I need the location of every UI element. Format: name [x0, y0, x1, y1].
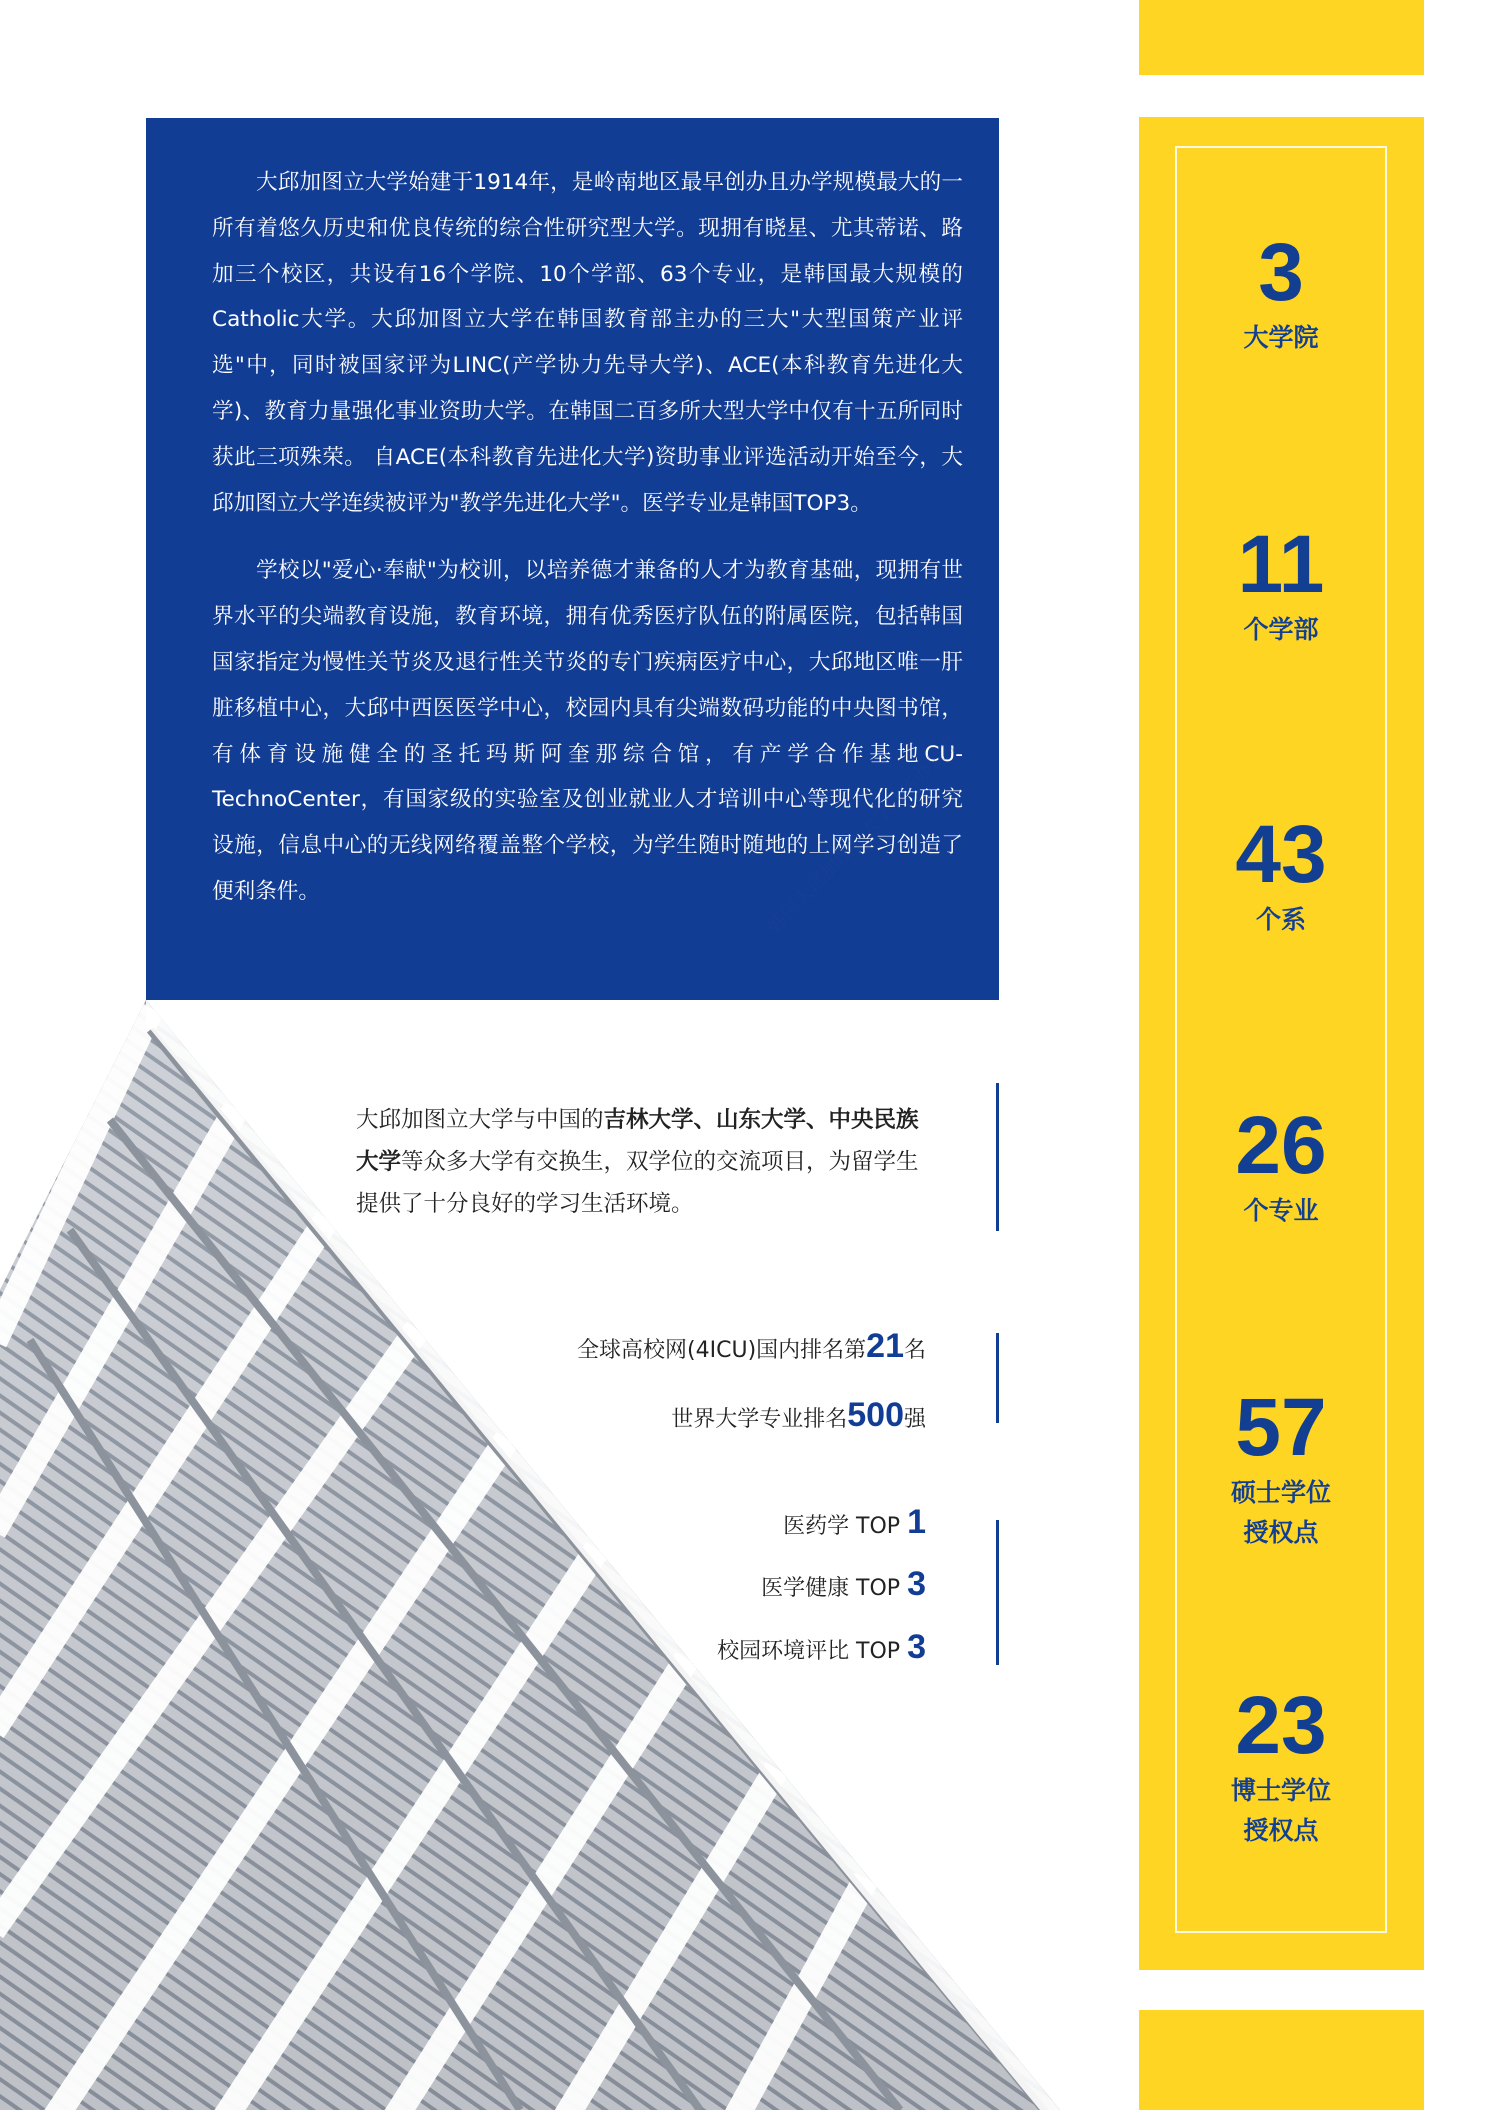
top-value: 3	[907, 1565, 926, 1603]
divider-line	[996, 1083, 999, 1231]
exchange-suffix: 等众多大学有交换生，双学位的交流项目，为留学生提供了十分良好的学习生活环境。	[356, 1149, 919, 1217]
top-campus	[717, 1628, 926, 1667]
stat-number: 26	[1235, 1100, 1327, 1191]
stat-label: 个学部	[1243, 615, 1319, 644]
exchange-partners: 吉林大学、山东大学、中央民族大学	[356, 1107, 919, 1175]
stat-masters	[1175, 1383, 1387, 1553]
ranking-after: 强	[903, 1407, 926, 1432]
stat-number: 11	[1237, 519, 1325, 610]
divider-line	[996, 1520, 999, 1665]
stat-majors	[1175, 1101, 1387, 1231]
yellow-top-band	[1139, 0, 1424, 75]
ranking-world	[671, 1396, 926, 1435]
divider-line	[996, 1333, 999, 1423]
ranking-before: 世界大学专业排名	[671, 1407, 848, 1432]
top-medicine	[783, 1503, 926, 1542]
intro-box	[146, 118, 999, 1000]
stat-doctoral	[1175, 1681, 1387, 1851]
ranking-after: 名	[903, 1338, 926, 1363]
stat-label: 博士学位 授权点	[1230, 1776, 1331, 1845]
stat-colleges	[1175, 228, 1387, 358]
ranking-before: 全球高校网(4ICU)国内排名第	[577, 1338, 867, 1363]
top-value: 3	[907, 1628, 926, 1666]
stats-frame	[1175, 146, 1387, 1933]
stat-number: 23	[1235, 1680, 1327, 1771]
stat-label: 硕士学位 授权点	[1230, 1478, 1331, 1547]
top-value: 1	[907, 1503, 926, 1541]
stat-departments	[1175, 810, 1387, 940]
ranking-4icu	[577, 1327, 926, 1366]
watermark: 韩国大邱加图立大学驻华办公室	[762, 731, 964, 939]
stat-divisions	[1175, 520, 1387, 650]
exchange-prefix: 大邱加图立大学与中国的	[356, 1107, 604, 1133]
intro-paragraph-1: 大邱加图立大学始建于1914年，是岭南地区最早创办且办学规模最大的一所有着悠久历史和优良传统的综合性研究型大学。现拥有晓星、尤其蒂诺、路加三个校区，共设有16个学院、10个学部、63个专业，是韩国最大规模的 Catholic大学。大邱加图立大学在韩国教育部主办的三大"大型国策产业评选"中，同时被国家评为LINC(产学协力先导大学)、ACE(本科教育先进化大学)、教育力量强化事业资助大学。在韩国二百多所大型大学中仅有十五所同时获此三项殊荣。 自ACE(本科教育先进化大学)资助事业评选活动开始至今，大邱加图立大学连续被评为"教学先进化大学"。医学专业是韩国TOP3。	[212, 170, 985, 516]
exchange-text	[356, 1099, 928, 1225]
top-label: 校园环境评比 TOP	[717, 1639, 908, 1664]
ranking-value: 21	[866, 1327, 904, 1365]
stat-number: 43	[1235, 809, 1327, 900]
stat-number: 3	[1258, 227, 1304, 318]
stat-label: 个专业	[1243, 1196, 1319, 1225]
stat-number: 57	[1235, 1382, 1327, 1473]
intro-paragraph-2: 学校以"爱心·奉献"为校训，以培养德才兼备的人才为教育基础，现拥有世界水平的尖端教育设施，教育环境，拥有优秀医疗队伍的附属医院，包括韩国国家指定为慢性关节炎及退行性关节炎的专门疾病医疗中心，大邱地区唯一肝脏移植中心，大邱中西医医学中心，校园内具有尖端数码功能的中央图书馆，有体育设施健全的圣托玛斯阿奎那综合馆，有产学合作基地CU-TechnoCenter，有国家级的实验室及创业就业人才培训中心等现代化的研究设施，信息中心的无线网络覆盖整个学校，为学生随时随地的上网学习创造了便利条件。	[212, 558, 963, 904]
top-label: 医学健康 TOP	[761, 1576, 908, 1601]
yellow-bottom-band	[1139, 2010, 1424, 2110]
stat-label: 大学院	[1243, 323, 1319, 352]
top-health	[761, 1565, 926, 1604]
top-label: 医药学 TOP	[783, 1514, 908, 1539]
ranking-value: 500	[847, 1396, 904, 1434]
stat-label: 个系	[1255, 905, 1306, 934]
